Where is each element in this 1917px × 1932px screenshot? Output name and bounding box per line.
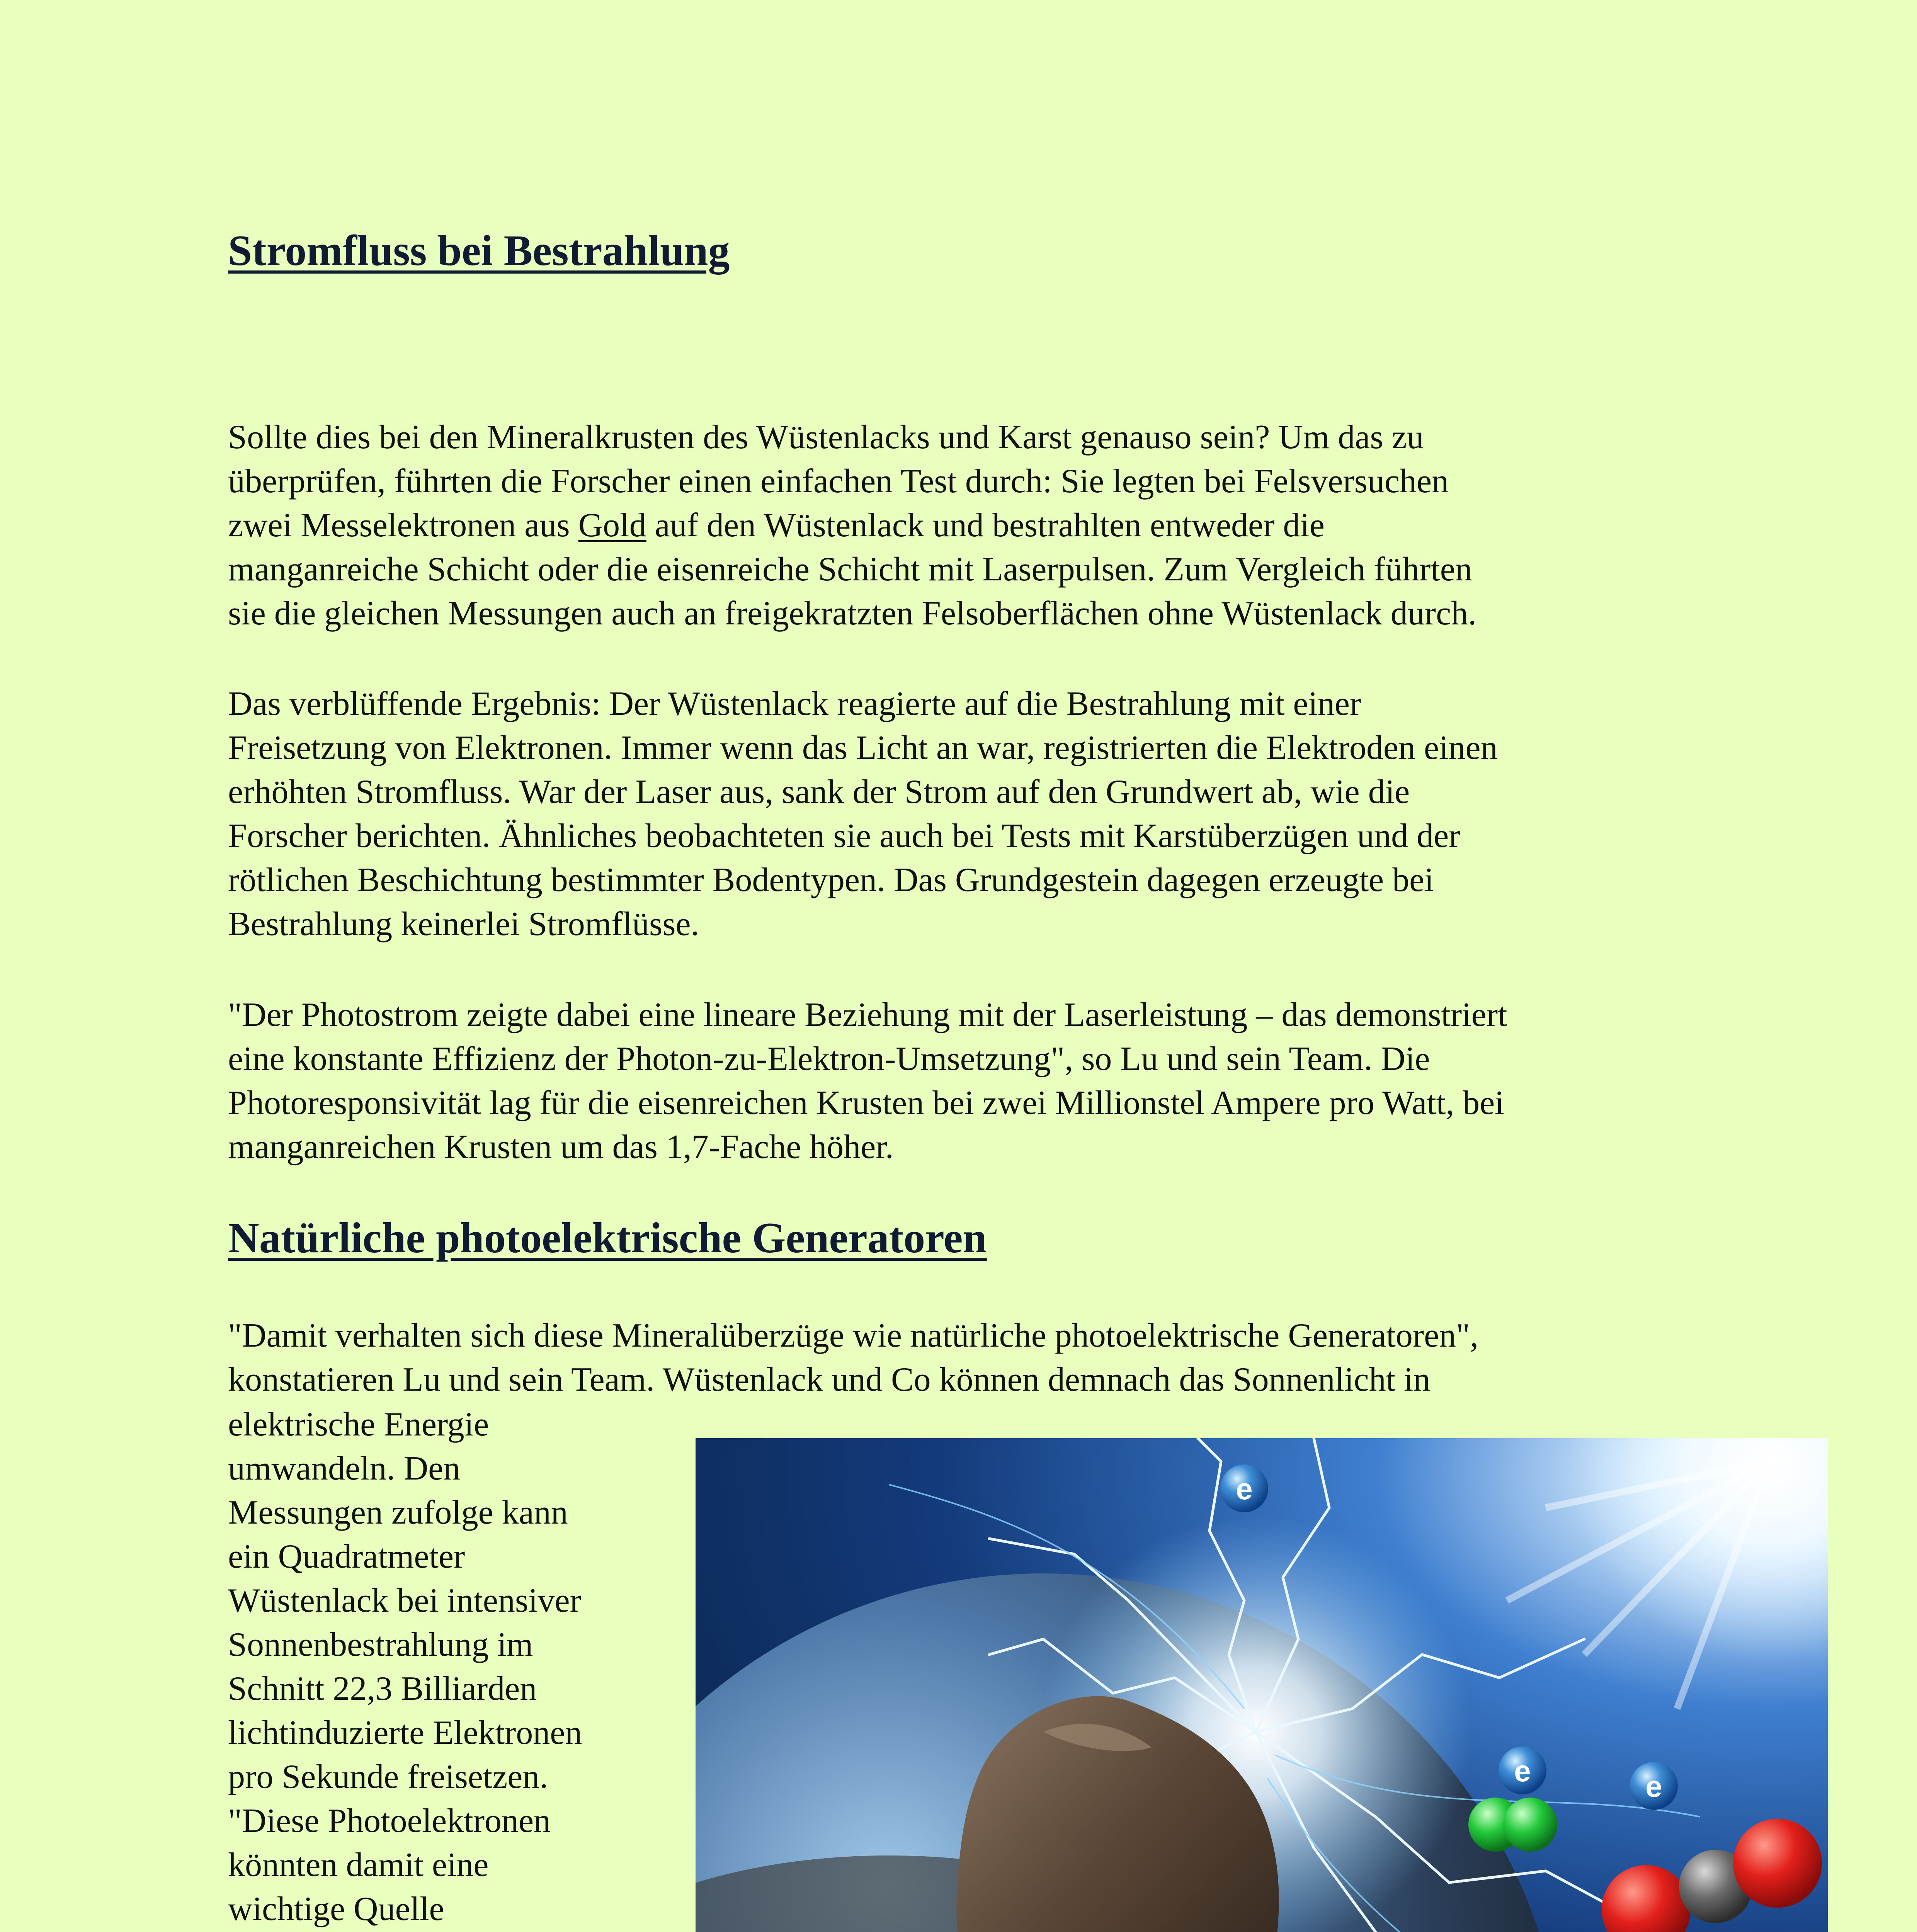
text-line: rötlichen Beschichtung bestimmter Bodentypen. Das Grundgestein dagegen erzeugte bei [228,861,1434,899]
text-line: eine konstante Effizienz der Photon-zu-Elektron-Umsetzung", so Lu und sein Team. Die [228,1040,1430,1078]
molecule-green [1468,1798,1557,1852]
text-line: elektrische Energie [228,1406,489,1443]
text-line: manganreichen Krusten um das 1,7-Fache höher. [228,1128,894,1166]
text-line: wichtige Quelle [228,1890,444,1928]
text-line: "Der Photostrom zeigte dabei eine lineare Beziehung mit der Laserleistung – das demonstriert [228,996,1507,1034]
text-line: Photoresponsivität lag für die eisenreichen Krusten bei zwei Millionstel Ampere pro Watt, bei [228,1084,1504,1122]
text-line: "Damit verhalten sich diese Mineralüberzüge wie natürliche photoelektrische Generatoren", [228,1317,1479,1354]
text-line: umwandeln. Den [228,1450,461,1487]
text-line: Freisetzung von Elektronen. Immer wenn das Licht an war, registrierten die Elektroden einen [228,729,1498,767]
illustration-svg [696,1438,1828,1932]
text-line: Schnitt 22,3 Billiarden [228,1670,537,1708]
text-line: sie die gleichen Messungen auch an freigekratzten Felsoberflächen ohne Wüstenlack durch. [228,595,1477,632]
text-line: manganreiche Schicht oder die eisenreiche Schicht mit Laserpulsen. Zum Vergleich führten [228,551,1472,588]
electron-bubble [1499,1747,1546,1794]
molecule-co2 [1602,1819,1822,1932]
text-line: Sollte dies bei den Mineralkrusten des Wüstenlacks und Karst genauso sein? Um das zu [228,418,1424,456]
gold-link[interactable]: Gold [578,507,646,544]
text-line: Das verblüffende Ergebnis: Der Wüstenlack reagierte auf die Bestrahlung mit einer [228,685,1361,723]
paragraph-test-setup [228,415,1696,636]
text-line: Sonnenbestrahlung im [228,1626,533,1663]
text-line: Forscher berichten. Ähnliches beobachteten sie auch bei Tests mit Karstüberzügen und der [228,817,1460,855]
text-line: Bestrahlung keinerlei Stromflüsse. [228,905,699,943]
text-segment: zwei Messelektronen aus [228,507,578,544]
electron-bubble [1220,1464,1268,1512]
text-line: erhöhten Stromfluss. War der Laser aus, sank der Strom auf den Grundwert ab, wie die [228,773,1410,811]
text-line: lichtinduzierte Elektronen [228,1714,582,1752]
paragraph-photocurrent [228,993,1696,1169]
electron-bubble [1630,1762,1678,1810]
illustration-rock-photoelectrons [696,1438,1828,1932]
heading-generatoren: Natürliche photoelektrische Generatoren [228,1214,987,1262]
heading-stromfluss: Stromfluss bei Bestrahlung [228,227,730,275]
text-line: pro Sekunde freisetzen. [228,1758,548,1796]
text-line: Messungen zufolge kann [228,1494,568,1531]
electron-label: e [1236,1472,1253,1506]
paragraph-side-column [228,1403,684,1932]
text-line: konstatieren Lu und sein Team. Wüstenlack und Co können demnach das Sonnenlicht in [228,1361,1431,1398]
text-segment: auf den Wüstenlack und bestrahlten entweder die [646,507,1325,544]
electron-label: e [1645,1769,1662,1803]
text-line: "Diese Photoelektronen [228,1802,551,1840]
text-line: könnten damit eine [228,1846,489,1884]
electron-label: e [1514,1754,1531,1788]
paragraph-result [228,682,1696,946]
text-line: ein Quadratmeter [228,1538,465,1575]
paragraph-generators-intro [228,1314,1696,1402]
text-line [228,503,1696,548]
text-line: Wüstenlack bei intensiver [228,1582,581,1619]
text-line: überprüfen, führten die Forscher einen einfachen Test durch: Sie legten bei Felsversuchen [228,463,1449,500]
